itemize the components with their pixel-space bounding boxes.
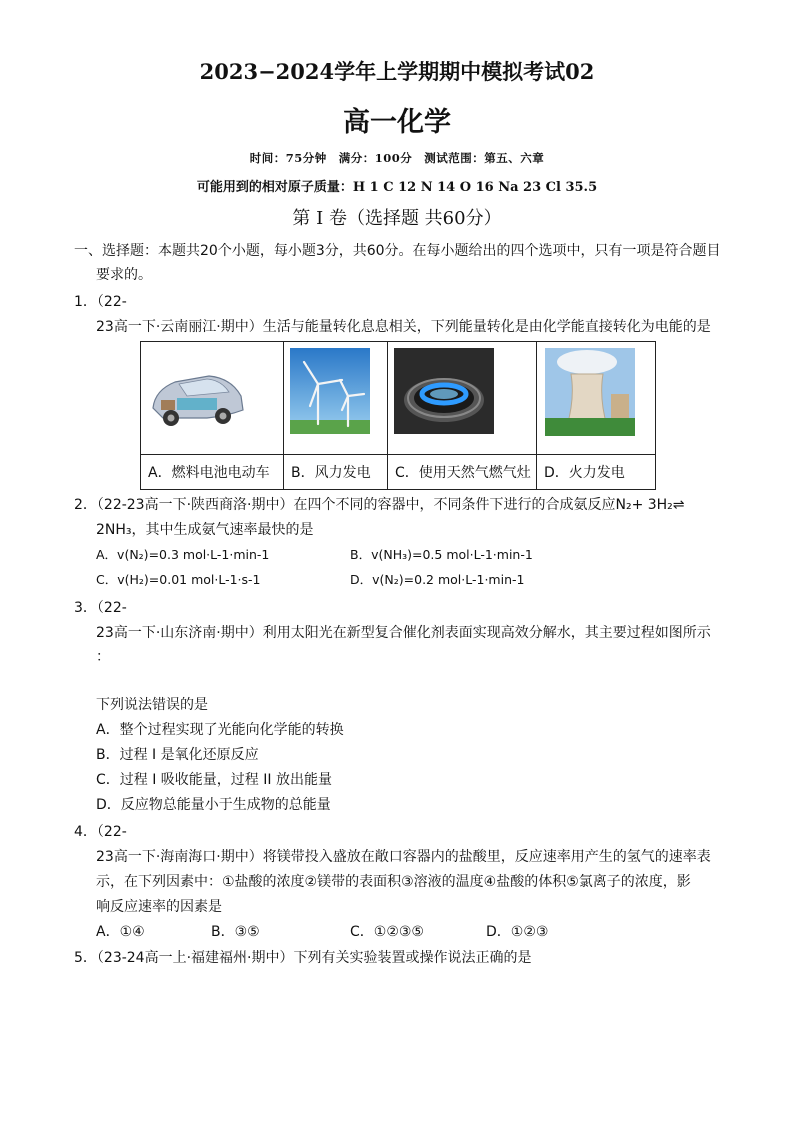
q3-number: 3．（22- (74, 600, 127, 616)
exam-title: 2023−2024学年上学期期中模拟考试02 (199, 59, 595, 84)
section-instructions-line1: 一、选择题：本题共20个小题，每小题3分，共60分。在每小题给出的四个选项中，只有一项是符合题目 (74, 243, 721, 259)
q4-option-a[interactable]: A．①④ (96, 924, 145, 940)
q1-image-cell-c (388, 342, 537, 454)
q1-option-c[interactable]: C．使用天然气燃气灶 (388, 454, 537, 489)
q3-option-b[interactable]: B．过程 I 是氧化还原反应 (96, 747, 259, 763)
q1-image-cell-d (537, 342, 655, 454)
q4-stem-line1: 23高一下·海南海口·期中）将镁带投入盛放在敞口容器内的盐酸里，反应速率用产生的氢气的速率表 (96, 849, 711, 865)
q1-image-cell-b (284, 342, 388, 454)
q3-option-d[interactable]: D．反应物总能量小于生成物的总能量 (96, 797, 331, 813)
q2-option-b[interactable]: B．v(NH₃)=0.5 mol·L-1·min-1 (350, 547, 533, 562)
q1-option-b[interactable]: B．风力发电 (284, 454, 388, 489)
q3-stem: 23高一下·山东济南·期中）利用太阳光在新型复合催化剂表面实现高效分解水，其主要过程如图所示 (96, 625, 711, 641)
q5-stem: 5．（23-24高一上·福建福州·期中）下列有关实验装置或操作说法正确的是 (74, 950, 532, 966)
atomic-masses: 可能用到的相对原子质量：H 1 C 12 N 14 O 16 Na 23 Cl 35.5 (196, 180, 598, 195)
q4-option-b[interactable]: B．③⑤ (211, 924, 260, 940)
q2-stem-line2: 2NH₃，其中生成氨气速率最快的是 (96, 522, 314, 538)
q1-option-d[interactable]: D．火力发电 (537, 454, 655, 489)
q3-option-c[interactable]: C．过程 I 吸收能量，过程 II 放出能量 (96, 772, 332, 788)
q4-option-d[interactable]: D．①②③ (486, 924, 549, 940)
q1-stem: 23高一下·云南丽江·期中）生活与能量转化息息相关，下列能量转化是由化学能直接转化为电能的是 (96, 319, 711, 335)
power-plant-image (545, 348, 635, 436)
exam-meta: 时间：75分钟 满分：100分 测试范围：第五、六章 (249, 151, 545, 165)
gas-stove-image (394, 348, 494, 434)
q1-number: 1．（22- (74, 294, 127, 310)
q3-option-a[interactable]: A．整个过程实现了光能向化学能的转换 (96, 722, 344, 738)
wind-turbine-image (290, 348, 370, 434)
q2-option-d[interactable]: D．v(N₂)=0.2 mol·L-1·min-1 (350, 572, 525, 587)
q4-stem-line2: 示，在下列因素中：①盐酸的浓度②镁带的表面积③溶液的温度④盐酸的体积⑤氯离子的浓度，影 (96, 874, 691, 890)
q2-option-a[interactable]: A．v(N₂)=0.3 mol·L-1·min-1 (96, 547, 270, 562)
q4-number: 4．（22- (74, 824, 127, 840)
q3-colon: ： (96, 649, 110, 665)
part-title: 第 I 卷（选择题 共60分） (292, 208, 502, 229)
q2-stem-line1: 2．（22-23高一下·陕西商洛·期中）在四个不同的容器中，不同条件下进行的合成氨反应N₂+ 3H₂⇌ (74, 497, 685, 513)
q3-ask: 下列说法错误的是 (96, 697, 208, 713)
subject-title: 高一化学 (343, 107, 451, 138)
q4-stem-line3: 响反应速率的因素是 (96, 899, 222, 915)
section-instructions-line2: 要求的。 (96, 267, 152, 283)
electric-car-image (147, 362, 247, 430)
q1-option-a[interactable]: A．燃料电池电动车 (141, 454, 284, 489)
q1-image-cell-a (141, 342, 284, 454)
q2-option-c[interactable]: C．v(H₂)=0.01 mol·L-1·s-1 (96, 572, 261, 587)
q1-options-table (140, 341, 656, 490)
q4-option-c[interactable]: C．①②③⑤ (350, 924, 424, 940)
